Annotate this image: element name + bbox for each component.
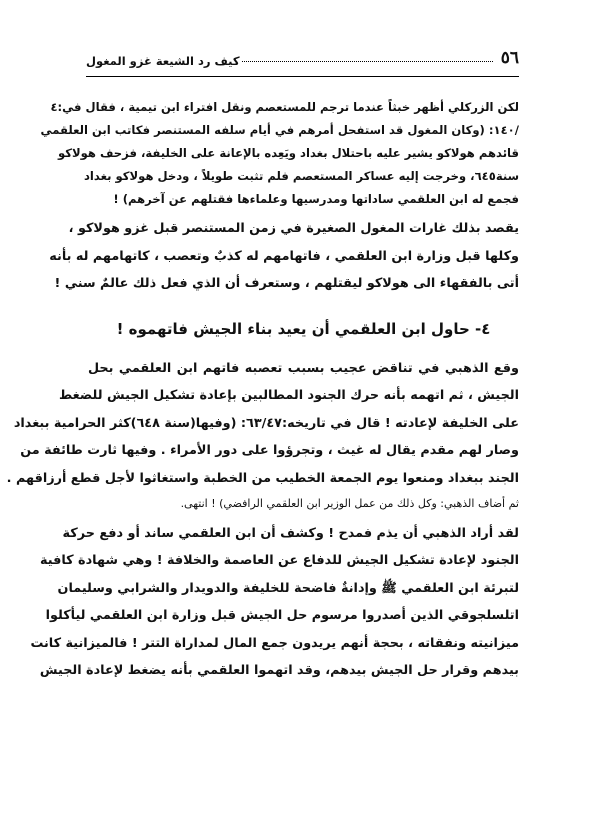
paragraph-4 (30, 520, 519, 685)
text-line: /١٤٠: (وكان المغول قد استفحل أمرهم في أيام سلفه المستنصر فكاتب ابن العلقمي (40, 123, 519, 137)
text-line: الجيش ، ثم اتهمه بأنه حرك الجنود المطالبين بإعادة تشكيل الجيش للضغط (58, 388, 519, 403)
section-heading: ٤- حاول ابن العلقمي أن يعيد بناء الجيش فاتهموه ! (116, 319, 491, 338)
text-line: لكن الزركلي أظهر خبثاً عندما ترجم للمستعصم ونقل افتراء ابن تيمية ، فقال في:٤ (50, 100, 519, 114)
text-line: فجمع له ابن العلقمي ساداتها ومدرسيها وعلماءها فقتلهم عن آخرهم) ! (113, 192, 519, 206)
text-line: قائدهم هولاكو يشير عليه باحتلال بغداد ويَعِده بالإعانة على الخليفة، فزحف هولاكو (57, 146, 519, 160)
text-line: وكلها قبل وزارة ابن العلقمي ، فاتهامهم له كذبٌ وتعصب ، كاتهامهم له بأنه (49, 248, 519, 264)
header-title: كيف رد الشيعة غزو المغول (86, 54, 240, 68)
text-line: سنة٦٤٥، وخرجت إليه عساكر المستعصم فلم تثبت طويلاً ، ودخل هولاكو بغداد (83, 169, 519, 183)
text-line: لتبرئة ابن العلقمي ﷺ وإدانةٌ فاضحة للخليفة والدويدار والشرابي وسليمان (57, 580, 519, 596)
text-line: وقع الذهبي في تناقض عجيب بسبب تعصبه فاتهم ابن العلقمي بحل (88, 360, 519, 376)
page-number: ٥٦ (500, 48, 519, 68)
text-line: اتلسلجوقي الذين أصدروا مرسوم حل الجيش قبل وزارة ابن العلقمي ليأكلوا (45, 608, 519, 623)
text-line: الجند ببغداد ومنعوا يوم الجمعة الخطيب من الخطبة واستغاثوا لأجل قطع أرزاقهم . (6, 470, 519, 486)
text-line: على الخليفة لإعادته ! قال في تاريخه:٦٣/٤٧: (وفيها(سنة ٦٤٨)كثر الحرامية ببغداد (13, 415, 519, 431)
text-line: يقصد بذلك غارات المغول الصغيرة في زمن المستنصر قبل غزو هولاكو ، (68, 221, 519, 236)
text-line: أتى بالفقهاء الى هولاكو ليقتلهم ، وستعرف أن الذي فعل ذلك عالمٌ سني ! (54, 276, 519, 291)
quote-closing-line: ثم أضاف الذهبي: وكل ذلك من عمل الوزير ابن العلقمي الرافضي) ! انتهى. (180, 497, 519, 510)
paragraph-3 (6, 355, 519, 516)
running-header (86, 44, 519, 68)
page-body (6, 96, 519, 685)
text-line: الجنود لإعادة تشكيل الجيش للدفاع عن العاصمة والخلافة ! وهي شهادة كافية (39, 553, 519, 568)
text-line: بيدهم وقرار حل الجيش بيدهم، وقد اتهموا العلقمي بأنه يضغط لإعادة الجيش (39, 663, 519, 678)
paragraph-2 (49, 215, 519, 298)
paragraph-1 (40, 96, 519, 211)
text-line: وصار لهم مقدم يقال له غيث ، وتجرؤوا على دور الأمراء . وفيها ثارت طائفة من (20, 443, 519, 458)
header-rule (86, 76, 519, 77)
header-dot-leader (242, 60, 493, 62)
text-line: ميزانيته ونفقاته ، بحجة أنهم يريدون جمع المال لمداراة التتر ! فالميزانية كانت (30, 635, 519, 651)
text-line: لقد أراد الذهبي أن يذم فمدح ! وكشف أن ابن العلقمي ساند أو دفع حركة (62, 525, 519, 541)
